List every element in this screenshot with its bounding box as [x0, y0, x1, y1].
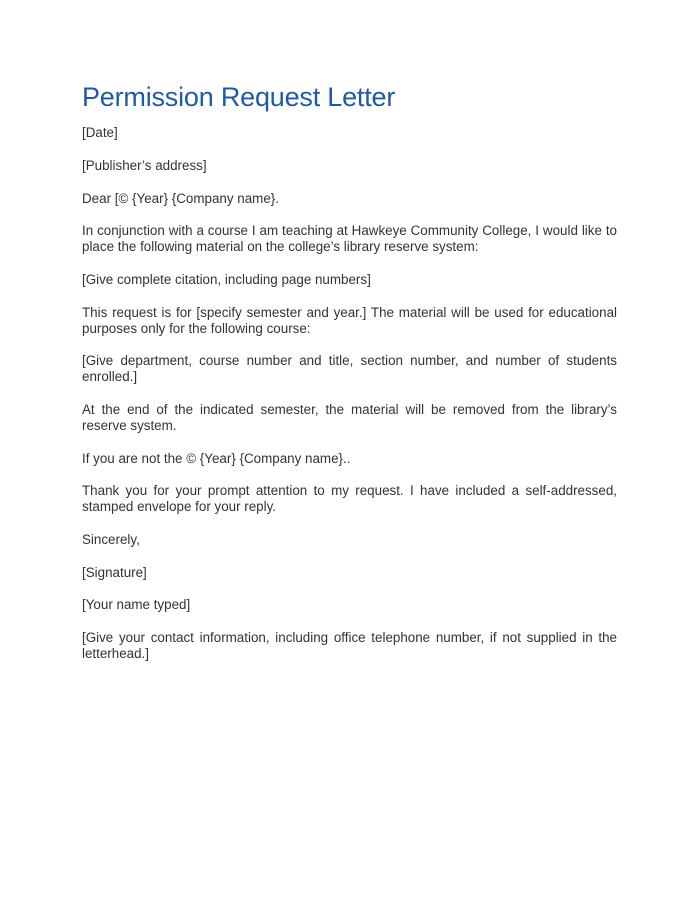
document-title: Permission Request Letter: [82, 82, 396, 112]
course-details-placeholder: [Give department, course number and title, section number, and number of students enrolled.]: [82, 353, 617, 384]
salutation: Dear [© {Year} {Company name}.: [82, 191, 279, 206]
date-placeholder: [Date]: [82, 125, 118, 140]
signature-placeholder: [Signature]: [82, 565, 147, 580]
thank-you-paragraph: Thank you for your prompt attention to my request. I have included a self-addressed, stamped envelope for your reply.: [82, 483, 617, 514]
intro-paragraph: In conjunction with a course I am teaching at Hawkeye Community College, I would like to place the following material on the college’s library reserve system:: [82, 223, 617, 254]
closing: Sincerely,: [82, 532, 140, 547]
removal-paragraph: At the end of the indicated semester, the material will be removed from the library’s reserve system.: [82, 402, 617, 433]
contact-info-placeholder: [Give your contact information, including office telephone number, if not supplied in the letterhead.]: [82, 630, 617, 661]
copyright-holder-paragraph: If you are not the © {Year} {Company name}..: [82, 451, 351, 466]
citation-placeholder: [Give complete citation, including page numbers]: [82, 272, 371, 287]
request-paragraph: This request is for [specify semester and year.] The material will be used for educational purposes only for the following course:: [82, 305, 617, 336]
typed-name-placeholder: [Your name typed]: [82, 597, 191, 612]
publisher-address-placeholder: [Publisher’s address]: [82, 158, 207, 173]
